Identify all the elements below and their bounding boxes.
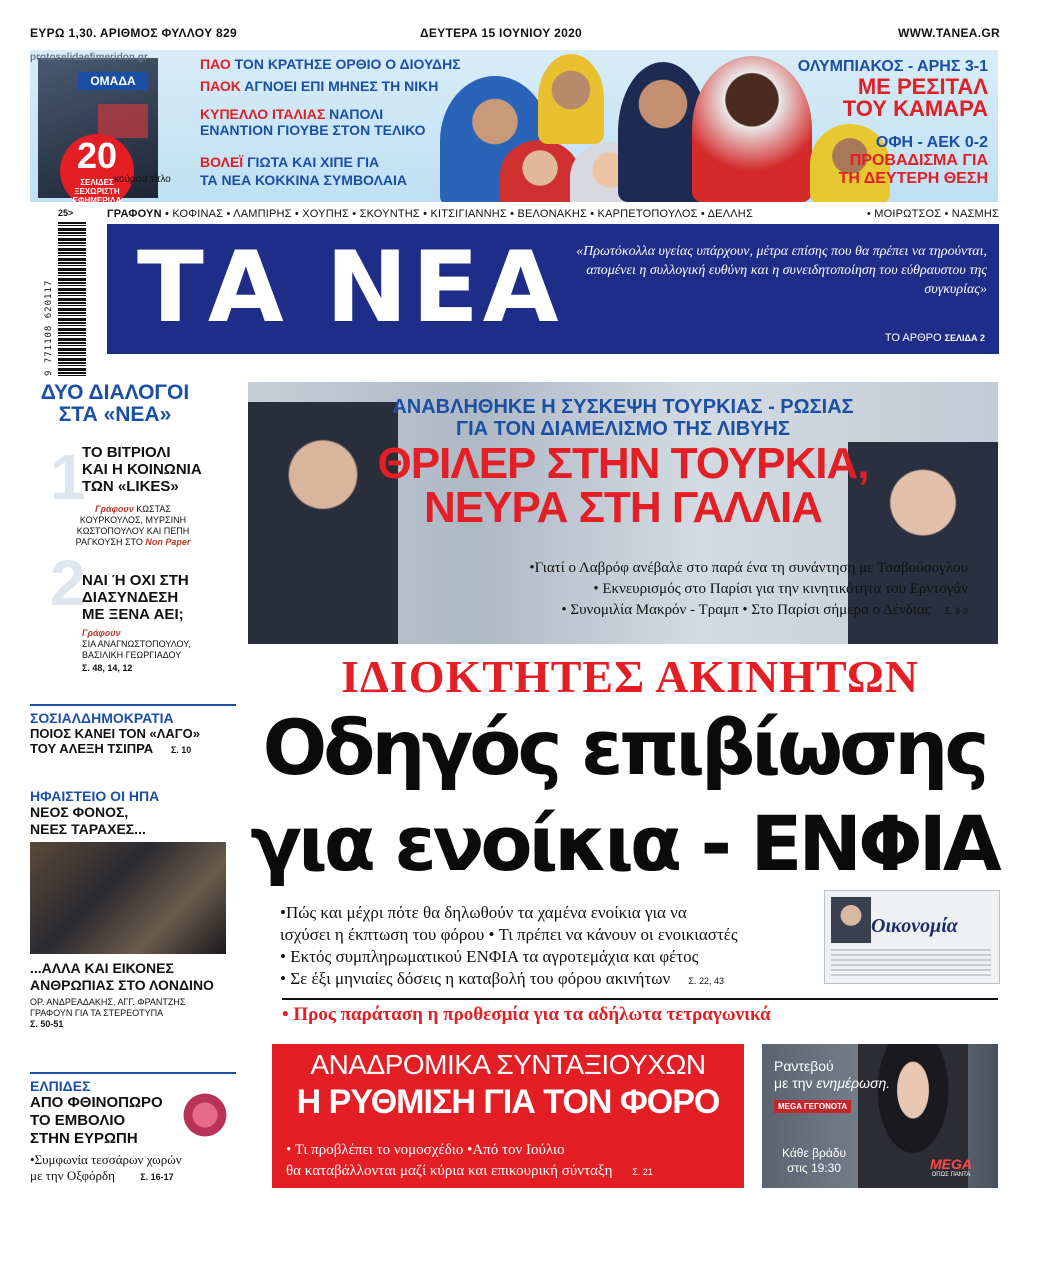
supplement-photo [98, 104, 148, 138]
player-photo [692, 56, 812, 202]
ad-tagline: Ραντεβού με την ενημέρωση. [774, 1058, 891, 1091]
supplement-photo [831, 897, 871, 943]
dialog-2-authors: Γράφουν ΣΙΑ ΑΝΑΓΝΩΣΤΟΠΟΥΛΟΥ, ΒΑΣΙΛΙΚΗ ΓΕΩΡΓΙΑΔΟΥ Σ. 48, 14, 12 [82, 628, 191, 673]
pension-kicker: ΑΝΑΔΡΟΜΙΚΑ ΣΥΝΤΑΞΙΟΥΧΩΝ [310, 1049, 706, 1080]
mega-tv-ad[interactable] [762, 1044, 998, 1188]
pension-story[interactable] [272, 1044, 744, 1188]
article-ref[interactable]: ΤΟ ΑΡΘΡΟ ΣΕΛΙΔΑ 2 [884, 332, 985, 344]
website-link[interactable]: WWW.TANEA.GR [897, 26, 1000, 40]
oikonomia-supplement[interactable] [824, 890, 1000, 984]
dialog-1-title[interactable]: ΤΟ ΒΙΤΡΙΟΛΙ ΚΑΙ Η ΚΟΙΝΩΝΙΑ ΤΩΝ «LIKES» [82, 444, 202, 495]
supplement-text-lines [831, 949, 991, 979]
banner-item-cup-2: ΕΝΑΝΤΙΟΝ ΓΙΟΥΒΕ ΣΤΟΝ ΤΕΛΙΚΟ [200, 122, 426, 138]
supplement-title: ΟΜΑΔΑ [78, 72, 148, 90]
newspaper-logo: ΤΑ ΝΕΑ [137, 231, 563, 345]
pension-bullets: • Τι προβλέπει το νομοσχέδιο •Από τον Ιούλιο θα καταβάλλονται μαζί κύρια και επικουρική σύνταξη Σ. 21 [286, 1142, 653, 1179]
vaccine-box[interactable]: ΕΛΠΙΔΕΣ ΑΠΟ ΦΘΙΝΟΠΩΡΟ ΤΟ ΕΜΒΟΛΙΟ ΣΤΗΝ ΕΥΡΩΠΗ •Συμφωνία τεσσάρων χωρών με την Οξφόρδη Σ. 16-17 [30, 1072, 236, 1184]
issue-date: ΔΕΥΤΕΡΑ 15 ΙΟΥΝΙΟΥ 2020 [420, 26, 583, 40]
barcode-code: 25> [58, 208, 74, 218]
main-headline[interactable]: Οδηγός επιβίωσης για ενοίκια - ΕΝΦΙΑ [250, 703, 998, 888]
left-column [30, 381, 236, 1183]
banner-item-paok[interactable]: ΠΑΟΚ ΑΓΝΟΕΙ ΕΠΙ ΜΗΝΕΣ ΤΗ ΝΙΚΗ [200, 78, 439, 94]
banner-item-volley[interactable]: ΒΟΛΕΪ ΓΙΩΤΑ ΚΑΙ ΧΙΠΕ ΓΙΑ [200, 154, 380, 170]
turkey-bullets: •Γιατί ο Λαβρόφ ανέβαλε στο παρά ένα τη συνάντηση με Τσαβούσογλου • Εκνευρισμός στο Παρίσι για την κινητικότητα του Ερντογάν • Συνομιλία Μακρόν - Τραμπ • Στο Παρίσι σήμερα ο Δένδιας Σ. 8-9 [529, 560, 968, 618]
dialogs-heading: ΔΥΟ ΔΙΑΛΟΓΟΙ ΣΤΑ «ΝΕΑ» [40, 381, 190, 426]
authors-row: ΓΡΑΦΟΥΝ • ΚΟΦΙΝΑΣ • ΛΑΜΠΙΡΗΣ • ΧΟΥΠΗΣ • ΣΚΟΥΝΤΗΣ • ΚΙΤΣΙΓΙΑΝΝΗΣ • ΒΕΛΟΝΑΚΗΣ • ΚΑΡΠΕΤΟΠΟΥΛΟΣ • ΔΕΛΛΗΣ • ΜΟΙΡΩΤΣΟΣ • ΝΑΣΜΗΣ [107, 208, 999, 220]
ad-schedule: Κάθε βράδυ στις 19:30 [782, 1146, 847, 1175]
property-bullets: •Πώς και μέχρι πότε θα δηλωθούν τα χαμένα ενοίκια για να ισχύσει η έκπτωση του φόρου • Τι πρέπει να κάνουν οι ενοικιαστές • Εκτός συμπληρωματικού ΕΝΦΙΑ τα αγροτεμάχια και φέτος • Σε έξι μηνιαίες δόσεις η καταβολή του φόρου ακινήτων Σ. 22, 43 [280, 903, 738, 988]
lead-story-turkey[interactable] [248, 382, 998, 644]
banner-score-ofi[interactable]: ΟΦΗ - ΑΕΚ 0-2 ΠΡΟΒΑΔΙΣΜΑ ΓΙΑ ΤΗ ΔΕΥΤΕΡΗ ΘΕΣΗ [838, 134, 988, 187]
mega-logo: MEGA ΟΠΩΣ ΠΑΝΤΑ [930, 1156, 972, 1178]
number-two: 2 [50, 547, 86, 619]
extra-headline[interactable]: • Προς παράταση η προθεσμία για τα αδήλωτα τετραγωνικά [282, 998, 998, 1026]
athlete-photo [500, 140, 580, 202]
price-issue: ΕΥΡΩ 1,30. ΑΡΙΘΜΟΣ ΦΥΛΛΟΥ 829 [30, 26, 237, 40]
supplement-subtitle: κούρσα τίτλο [114, 174, 171, 185]
masthead-quote: «Πρωτόκολλα υγείας υπάρχουν, μέτρα επίσης που θα πρέπει να τηρούνται, απομένει η συλλογική ευθύνη και η συνειδητοποίηση του εύθραυστου της συγκυρίας» [576, 244, 987, 297]
socialdemocracy-box[interactable]: ΣΟΣΙΑΛΔΗΜΟΚΡΑΤΙΑ ΠΟΙΟΣ ΚΑΝΕΙ ΤΟΝ «ΛΑΓΟ» ΤΟΥ ΑΛΕΞΗ ΤΣΙΠΡΑ Σ. 10 [30, 704, 236, 756]
dialogs-box[interactable] [30, 382, 236, 692]
barcode [58, 222, 86, 376]
turkey-kicker: ΑΝΑΒΛΗΘΗΚΕ Η ΣΥΣΚΕΨΗ ΤΟΥΡΚΙΑΣ - ΡΩΣΙΑΣ ΓΙΑ ΤΟΝ ΔΙΑΜΕΛΙΣΜΟ ΤΗΣ ΛΙΒΥΗΣ [392, 396, 854, 440]
watermark: protoselidaefimeridon.gr [30, 52, 148, 63]
sports-banner[interactable] [30, 50, 998, 202]
protest-photo [30, 842, 226, 954]
masthead [107, 224, 999, 354]
pension-headline: Η ΡΥΘΜΙΣΗ ΓΙΑ ΤΟΝ ΦΟΡΟ [296, 1083, 720, 1121]
pages-badge: 20 ΣΕΛΙΔΕΣ ΞΕΧΩΡΙΣΤΗ ΕΦΗΜΕΡΙΔΑ [60, 134, 134, 202]
number-one: 1 [50, 441, 86, 513]
usa-box[interactable]: ΗΦΑΙΣΤΕΙΟ ΟΙ ΗΠΑ ΝΕΟΣ ΦΟΝΟΣ, ΝΕΕΣ ΤΑΡΑΧΕΣ... ...ΑΛΛΑ ΚΑΙ ΕΙΚΟΝΕΣ ΑΝΘΡΩΠΙΑΣ ΣΤΟ ΛΟΝΔΙΝΟ ΟΡ. ΑΝΔΡΕΑΔΑΚΗΣ, ΑΓΓ. ΦΡΑΝΤΖΗΣ ΓΡΑΦΟΥΝ ΓΙΑ ΤΑ ΣΤΕΡΕΟΤΥΠΑ Σ. 50-51 [30, 788, 236, 1030]
barcode-number: 9 771108 620117 [44, 279, 54, 376]
turkey-headline[interactable]: ΘΡΙΛΕΡ ΣΤΗΝ ΤΟΥΡΚΙΑ, ΝΕΥΡΑ ΣΤΗ ΓΑΛΛΙΑ [377, 439, 869, 532]
dialog-1-authors: Γράφουν ΚΩΣΤΑΣ ΚΟΥΡΚΟΥΛΟΣ, ΜΥΡΣΙΝΗ ΚΩΣΤΟΠΟΥΛΟΥ ΚΑΙ ΠΕΠΗ ΡΑΓΚΟΥΣΗ ΣΤΟ Non Paper [75, 504, 191, 547]
banner-item-volley-2: ΤΑ ΝΕΑ ΚΟΚΚΙΝΑ ΣΥΜΒΟΛΑΙΑ [200, 172, 408, 188]
banner-score-olympiakos[interactable]: ΟΛΥΜΠΙΑΚΟΣ - ΑΡΗΣ 3-1 ΜΕ ΡΕΣΙΤΑΛ ΤΟΥ ΚΑΜΑΡΑ [797, 58, 988, 121]
show-logo: MEGA ΓΕΓΟΝΟΤΑ [774, 1100, 851, 1113]
supplement-title: Οικονομία [871, 915, 958, 937]
banner-item-pao[interactable]: ΠΑΟ ΤΟΝ ΚΡΑΤΗΣΕ ΟΡΘΙΟ Ο ΔΙΟΥΔΗΣ [200, 56, 461, 72]
virus-icon [180, 1090, 230, 1140]
property-kicker: ΙΔΙΟΚΤΗΤΕΣ ΑΚΙΝΗΤΩΝ [341, 651, 919, 702]
banner-item-cup[interactable]: ΚΥΠΕΛΛΟ ΙΤΑΛΙΑΣ ΝΑΠΟΛΙ [200, 106, 384, 122]
dialog-2-title[interactable]: ΝΑΙ Ή ΟΧΙ ΣΤΗ ΔΙΑΣΥΝΔΕΣΗ ΜΕ ΞΕΝΑ ΑΕΙ; [82, 572, 189, 623]
player-photo [538, 54, 604, 144]
